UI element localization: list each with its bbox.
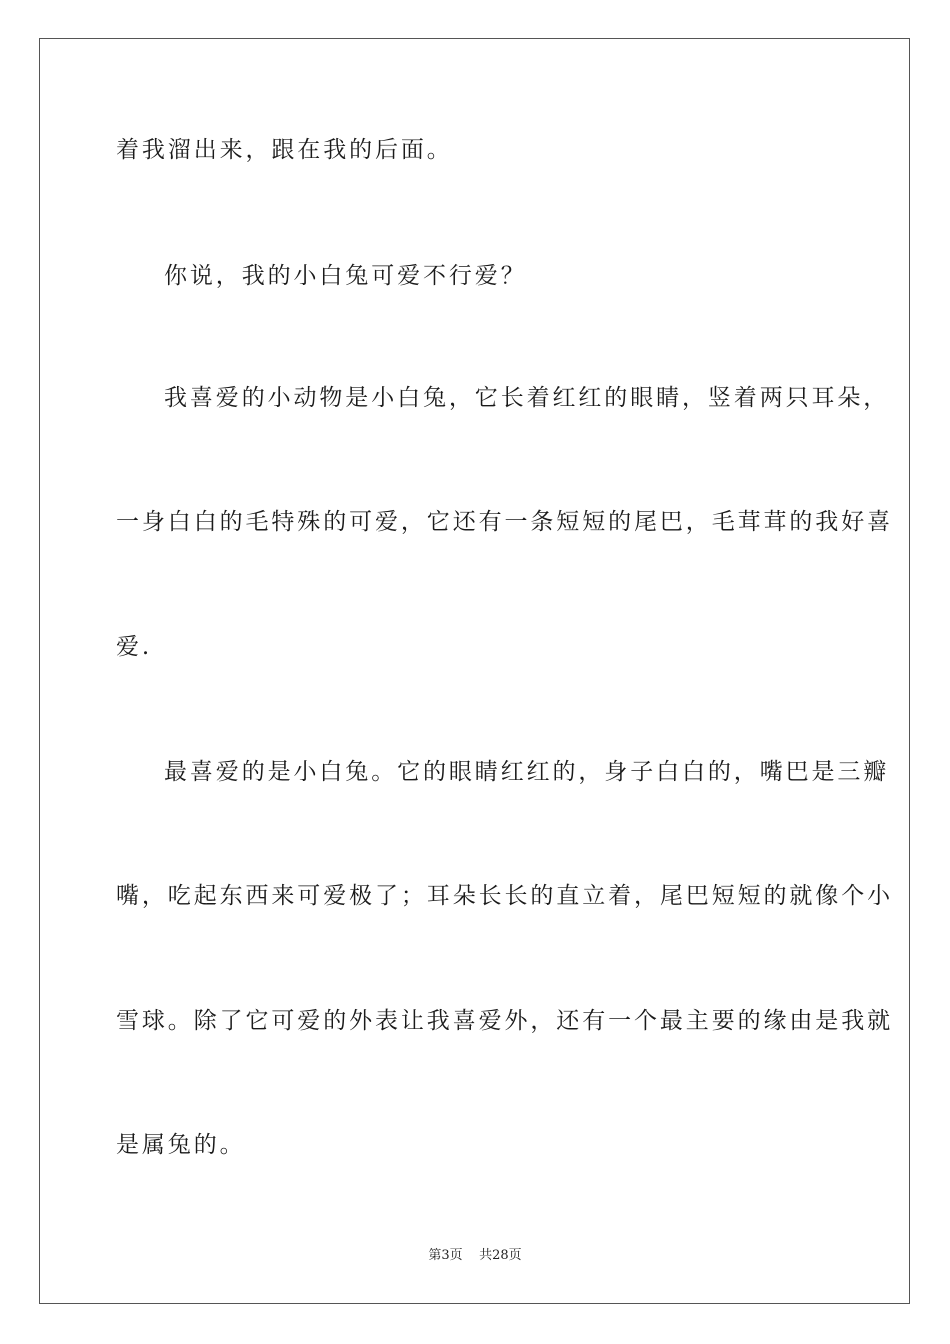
- text-line-9: 是属兔的。: [116, 1132, 246, 1158]
- text-line-8: 雪球。除了它可爱的外表让我喜爱外，还有一个最主要的缘由是我就: [116, 1008, 893, 1034]
- text-line-6: 最喜爱的是小白兔。它的眼睛红红的，身子白白的，嘴巴是三瓣: [164, 759, 890, 785]
- text-line-1: 着我溜出来，跟在我的后面。: [116, 137, 453, 163]
- text-line-2: 你说，我的小白兔可爱不行爱？: [164, 263, 527, 289]
- page-footer: [0, 1247, 950, 1265]
- page-number: 第3页: [428, 1248, 463, 1263]
- page-frame: [39, 38, 910, 1304]
- text-line-3: 我喜爱的小动物是小白兔，它长着红红的眼睛，竖着两只耳朵，: [164, 385, 890, 411]
- text-line-5: 爱.: [116, 634, 153, 660]
- page-total: 共28页: [479, 1248, 522, 1263]
- text-line-7: 嘴，吃起东西来可爱极了；耳朵长长的直立着，尾巴短短的就像个小: [116, 883, 893, 909]
- text-line-4: 一身白白的毛特殊的可爱，它还有一条短短的尾巴，毛茸茸的我好喜: [116, 509, 893, 535]
